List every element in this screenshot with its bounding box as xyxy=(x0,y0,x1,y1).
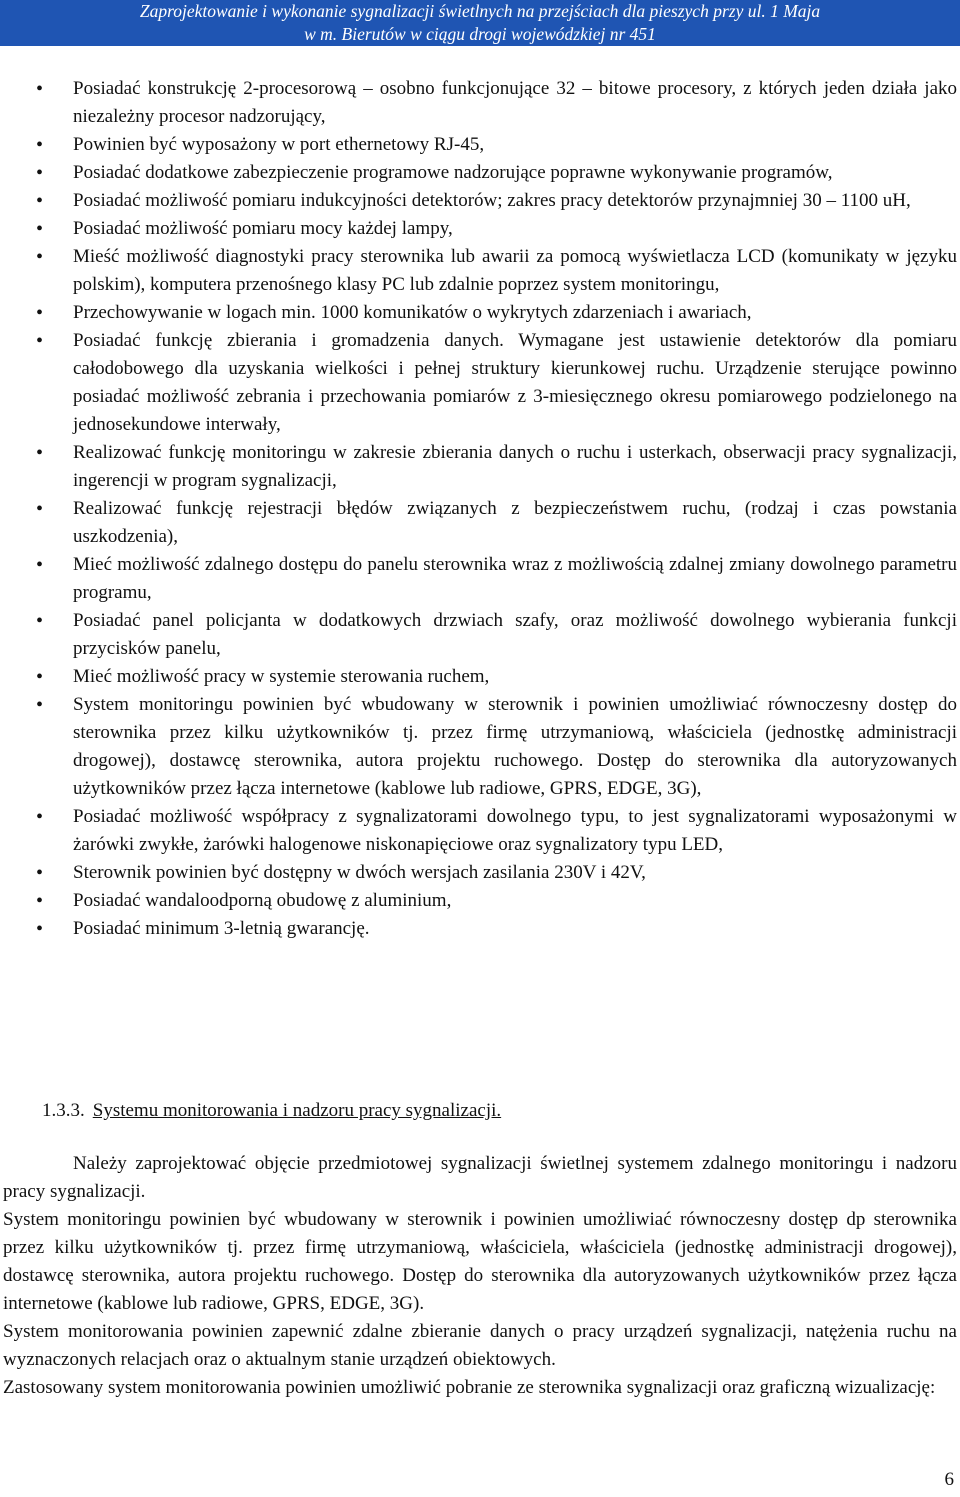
list-item: • Realizować funkcję monitoringu w zakresie zbierania danych o ruchu i usterkach, obserwacji pracy sygnalizacji, ingerencji w program sygnalizacji, xyxy=(0,439,960,495)
list-item: • Mieć możliwość zdalnego dostępu do panelu sterownika wraz z możliwością zdalnej zmiany dowolnego parametru programu, xyxy=(0,551,960,607)
list-item: • Posiadać dodatkowe zabezpieczenie programowe nadzorujące poprawne wykonywanie programów, xyxy=(0,159,960,187)
list-item: • Sterownik powinien być dostępny w dwóch wersjach zasilania 230V i 42V, xyxy=(0,859,960,887)
list-item: • Przechowywanie w logach min. 1000 komunikatów o wykrytych zdarzeniach i awariach, xyxy=(0,299,960,327)
body-paragraph: System monitorowania powinien zapewnić zdalne zbieranie danych o pracy urządzeń sygnalizacji, natężenia ruchu na wyznaczonych relacjach oraz o aktualnym stanie urządzeń obiektowych. xyxy=(3,1321,957,1370)
section-heading xyxy=(42,1097,501,1125)
section-title: Systemu monitorowania i nadzoru pracy sygnalizacji. xyxy=(92,1100,502,1121)
list-item: • Posiadać funkcję zbierania i gromadzenia danych. Wymagane jest ustawienie detektorów dla pomiaru całodobowego dla uzyskania wielkości i pełnej struktury kierunkowej ruchu. Urządzenie sterujące powinno posiadać możliwość zebrania i przechowania pomiarów z 3-miesięcznego okresu pomiarowego podzielonego na jednosekundowe interwały, xyxy=(0,327,960,439)
list-item: • Powinien być wyposażony w port ethernetowy RJ-45, xyxy=(0,131,960,159)
body-paragraph: Zastosowany system monitorowania powinien umożliwić pobranie ze sterownika sygnalizacji oraz graficzną wizualizację: xyxy=(3,1377,936,1398)
body-paragraph: System monitoringu powinien być wbudowany w sterownik i powinien umożliwiać równoczesny dostęp dp sterownika przez kilku użytkowników tj. przez firmę utrzymaniową, właściciela, właściciela (jednostkę administracji drogowej), dostawcę sterownika, autora projektu ruchowego. Dostęp do sterownika dla autoryzowanych użytkowników przez łącza internetowe (kablowe lub radiowe, GPRS, EDGE, 3G). xyxy=(3,1209,957,1314)
page-header xyxy=(0,0,960,46)
list-item: • Mieść możliwość diagnostyki pracy sterownika lub awarii za pomocą wyświetlacza LCD (komunikaty w języku polskim), komputera przenośnego klasy PC lub zdalnie poprzez system monitoringu, xyxy=(0,243,960,299)
list-item: • Posiadać konstrukcję 2-procesorową – osobno funkcjonujące 32 – bitowe procesory, z których jeden działa jako niezależny procesor nadzorujący, xyxy=(0,75,960,131)
list-item: • Realizować funkcję rejestracji błędów związanych z bezpieczeństwem ruchu, (rodzaj i czas powstania uszkodzenia), xyxy=(0,495,960,551)
header-line-1: Zaprojektowanie i wykonanie sygnalizacji świetlnych na przejściach dla pieszych przy ul. 1 Maja xyxy=(139,1,821,21)
list-item: • Posiadać możliwość pomiaru mocy każdej lampy, xyxy=(0,215,960,243)
header-line-2: w m. Bierutów w ciągu drogi wojewódzkiej nr 451 xyxy=(304,24,656,44)
body-paragraph: Należy zaprojektować objęcie przedmiotowej sygnalizacji świetlnej systemem zdalnego monitoringu i nadzoru pracy sygnalizacji. xyxy=(3,1153,957,1202)
list-item: • Posiadać możliwość współpracy z sygnalizatorami dowolnego typu, to jest sygnalizatorami wyposażonymi w żarówki zwykłe, żarówki halogenowe niskonapięciowe oraz sygnalizatory typu LED, xyxy=(0,803,960,859)
list-item: • Posiadać wandaloodporną obudowę z aluminium, xyxy=(0,887,960,915)
list-item: • Posiadać minimum 3-letnią gwarancję. xyxy=(0,915,960,943)
list-item: • System monitoringu powinien być wbudowany w sterownik i powinien umożliwiać równoczesny dostęp do sterownika przez kilku użytkowników tj. przez firmę utrzymaniową, właściciela (jednostkę administracji drogowej), dostawcę sterownika, autora projektu ruchowego. Dostęp do sterownika dla autoryzowanych użytkowników przez łącza internetowe (kablowe lub radiowe, GPRS, EDGE, 3G), xyxy=(0,691,960,803)
list-item: • Mieć możliwość pracy w systemie sterowania ruchem, xyxy=(0,663,960,691)
requirements-list xyxy=(0,75,960,943)
section-number: 1.3.3. xyxy=(42,1100,85,1121)
section-body xyxy=(3,1150,957,1402)
page-number: 6 xyxy=(944,1469,954,1490)
list-item: • Posiadać panel policjanta w dodatkowych drzwiach szafy, oraz możliwość dowolnego wybierania funkcji przycisków panelu, xyxy=(0,607,960,663)
list-item: • Posiadać możliwość pomiaru indukcyjności detektorów; zakres pracy detektorów przynajmniej 30 – 1100 uH, xyxy=(0,187,960,215)
